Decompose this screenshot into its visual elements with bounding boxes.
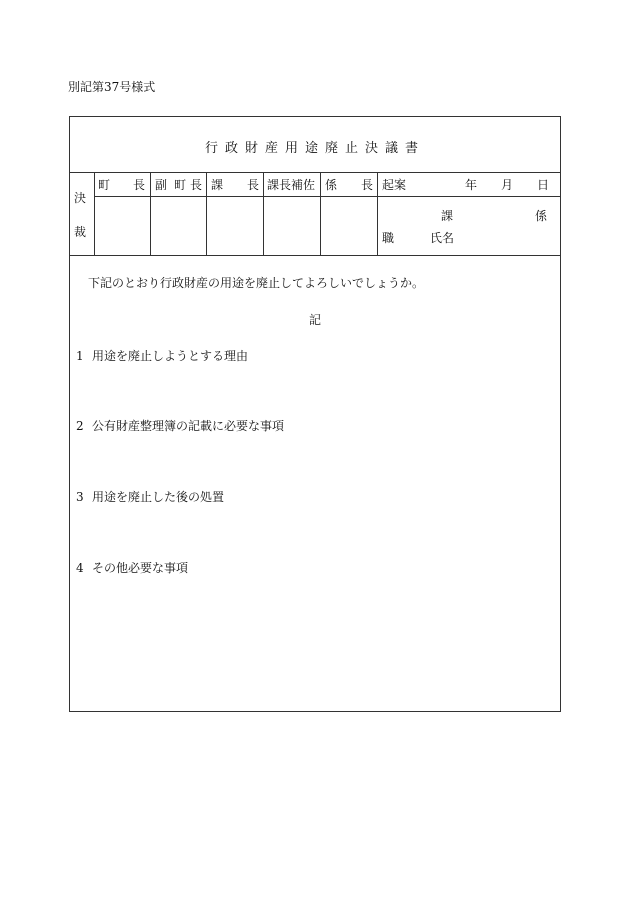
col-divider-3 [263,172,264,255]
draft-year: 年 [465,178,478,192]
role-assistant-chief-a: 課長補佐 [267,178,316,192]
approval-label-top: 決 [74,191,87,205]
table-header-line [94,196,561,197]
role-deputy-mayor-a: 副 [155,178,168,192]
drafter-position: 職 [382,231,395,245]
item-4-text: その他必要な事項 [92,561,189,575]
drafter-section: 課 [441,209,454,223]
item-1-num: 1 [76,349,84,363]
table-top-line [69,172,561,173]
item-2-text: 公有財産整理簿の記載に必要な事項 [92,419,285,433]
drafter-subsection: 係 [535,209,548,223]
role-unit-chief-b: 長 [360,178,373,192]
item-4-num: 4 [76,561,84,575]
role-deputy-mayor [155,178,202,192]
col-divider-5 [377,172,378,255]
draft-month: 月 [501,178,514,192]
drafter-name: 氏名 [430,231,455,245]
role-mayor-a: 町 [98,178,111,192]
col-divider-0 [94,172,95,255]
draft-day: 日 [537,178,550,192]
role-unit-chief-a: 係 [325,178,338,192]
role-section-chief-b: 長 [246,178,259,192]
item-1-text: 用途を廃止しようとする理由 [92,349,249,363]
role-assistant-chief [267,178,317,192]
draft-label: 起案 [382,178,407,192]
table-bottom-line [69,255,561,256]
role-mayor [98,178,145,192]
col-divider-2 [206,172,207,255]
item-2-num: 2 [76,419,84,433]
form-frame [69,116,561,712]
col-divider-4 [320,172,321,255]
role-deputy-mayor-b: 町 長 [174,178,202,192]
form-id: 別記第37号様式 [68,80,156,94]
role-unit-chief [325,178,373,192]
role-mayor-b: 長 [132,178,145,192]
intro-text: 下記のとおり行政財産の用途を廃止してよろしいでしょうか。 [88,276,425,290]
ki-heading: 記 [309,313,322,327]
form-title: 行政財産用途廃止決議書 [204,141,425,156]
role-section-chief [211,178,259,192]
col-divider-1 [150,172,151,255]
role-section-chief-a: 課 [211,178,224,192]
approval-label-bottom: 裁 [74,225,87,239]
item-3-text: 用途を廃止した後の処置 [92,490,225,504]
item-3-num: 3 [76,490,84,504]
